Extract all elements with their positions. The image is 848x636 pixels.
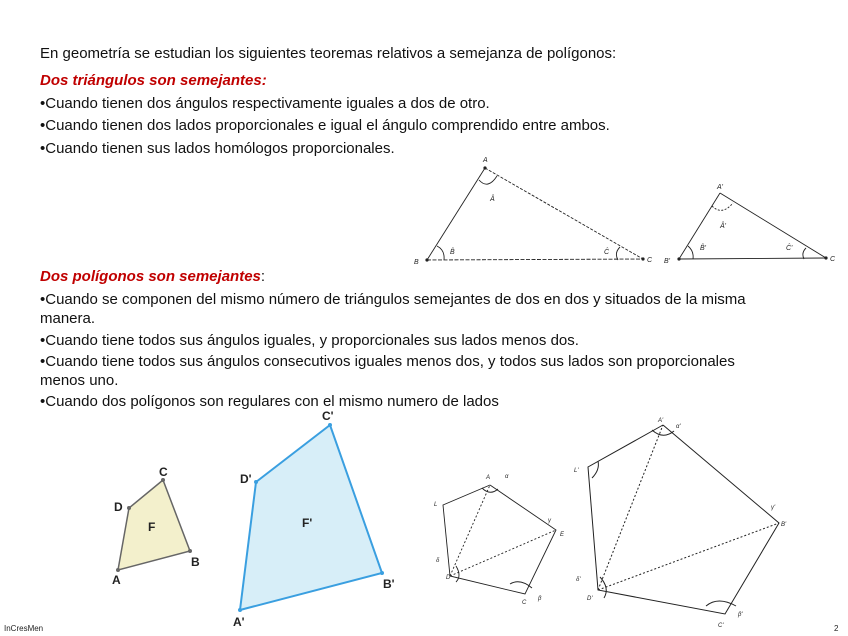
pentagon-2-label-d: D' [587, 596, 593, 602]
pentagon-1-label-c: C [522, 600, 527, 606]
pentagon-2-outline [588, 425, 779, 614]
triangle-1-label-b: B [414, 259, 419, 266]
polygon-rule-3-cont: menos uno. [40, 372, 119, 389]
quad-f-label-c: C [159, 465, 168, 479]
pentagon-2-arc-d [600, 577, 606, 598]
pentagon-1-label-d: D [446, 575, 451, 581]
polygons-heading-colon: : [260, 268, 266, 285]
pentagon-2-diagonal-2 [598, 523, 779, 590]
triangle-1-angle-b: B̂ [450, 249, 455, 256]
triangle-rule-1: •Cuando tienen dos ángulos respectivamente iguales a dos de otro. [40, 95, 490, 112]
quad-f-label-b: B [191, 555, 200, 569]
triangle-rule-2: •Cuando tienen dos lados proporcionales e igual el ángulo comprendido entre ambos. [40, 117, 610, 134]
pentagon-2-label-b: B' [781, 522, 787, 528]
triangle-2-label-b: B' [664, 258, 671, 265]
triangle-2-label-c: C [830, 256, 836, 263]
quad-f-label-a: A [112, 573, 121, 587]
pentagon-2-label-a: A' [658, 418, 664, 424]
pentagon-2-alpha: α' [676, 424, 681, 430]
polygon-rule-1-cont: manera. [40, 310, 96, 327]
polygon-rule-2: •Cuando tiene todos sus ángulos iguales, y proporcionales sus lados menos dos. [40, 332, 579, 349]
quad-f2-name: F' [302, 516, 313, 530]
pentagon-2-arc-c [706, 601, 736, 606]
pentagon-2-arc-a [652, 430, 674, 435]
pentagon-1-beta: β [538, 596, 542, 602]
pentagon-1-gamma: γ [548, 518, 551, 524]
polygon-rule-1: •Cuando se componen del mismo número de triángulos semejantes de dos en dos y situados de la misma [40, 291, 746, 308]
triangle-1-angle-c: Ĉ [604, 249, 610, 256]
footer-left: InCresMen [4, 624, 44, 633]
triangle-rule-3: •Cuando tienen sus lados homólogos proporcionales. [40, 140, 395, 157]
triangle-2-angle-c: Ĉ' [786, 245, 793, 252]
pentagon-1-label-a: A [486, 475, 491, 481]
pentagon-2-beta: β' [738, 612, 743, 618]
intro-text: En geometría se estudian los siguientes teoremas relativos a semejanza de polígonos: [40, 45, 617, 62]
pentagon-2-gamma: γ' [771, 505, 776, 511]
pentagon-2-arc-e [592, 461, 598, 478]
pentagon-2-label-e: L' [574, 468, 579, 474]
pentagon-1-label-e: L [434, 502, 438, 508]
triangle-1-label-a: A [483, 157, 488, 164]
quad-f2-label-b: B' [383, 577, 395, 591]
triangle-1-label-c: C [647, 257, 653, 264]
triangle-2-angle-b: B̂' [700, 245, 707, 252]
pentagon-2-lines [588, 425, 779, 614]
polygon-rule-3: •Cuando tiene todos sus ángulos consecutivos iguales menos dos, y todos sus lados son proporcionales [40, 353, 735, 370]
quad-f-name: F [148, 520, 156, 534]
triangles-heading: Dos triángulos son semejantes [40, 72, 262, 89]
triangle-2-label-a: A' [717, 184, 724, 191]
pentagon-1-label-b: E [560, 532, 565, 538]
polygon-rule-4: •Cuando dos polígonos son regulares con el mismo numero de lados [40, 393, 499, 410]
triangle-2-angle-a: Â' [720, 223, 727, 230]
polygons-heading: Dos polígonos son semejantes [40, 268, 261, 285]
triangles-heading-colon: : [261, 72, 267, 89]
pentagon-2-delta: δ' [576, 577, 581, 583]
pentagon-2-diagonal-1 [598, 425, 663, 590]
pentagon-2-label-c: C' [718, 623, 724, 629]
triangle-1-angle-a: Â [490, 196, 495, 203]
quad-f2-label-a: A' [233, 615, 245, 629]
page-number: 2 [834, 624, 839, 633]
quad-f2-label-c: C' [322, 409, 334, 423]
quad-f2-label-d: D' [240, 472, 252, 486]
pentagon-1-delta: δ [436, 558, 440, 564]
pentagon-1-alpha: α [505, 474, 509, 480]
quad-f-label-d: D [114, 500, 123, 514]
